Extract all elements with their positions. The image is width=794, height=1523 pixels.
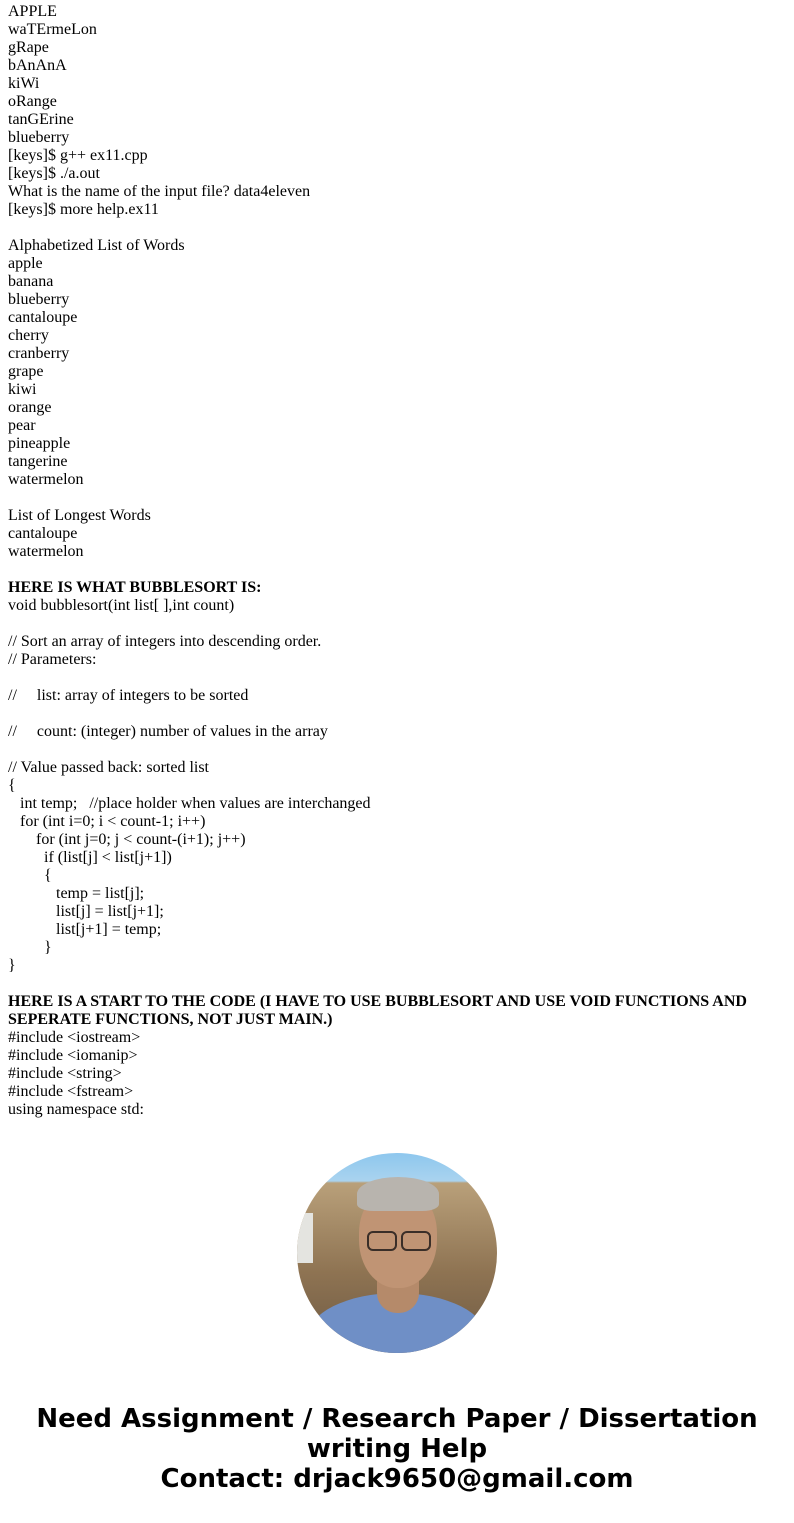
text-line: kiWi: [8, 75, 40, 92]
blank-line: [8, 615, 788, 633]
text-line: list[j+1] = temp;: [56, 921, 162, 938]
text-line: banana: [8, 273, 54, 290]
text-line: if (list[j] < list[j+1]): [44, 849, 172, 866]
text-line: blueberry: [8, 291, 70, 308]
blank-line: [8, 975, 788, 993]
text-line: #include <iomanip>: [8, 1047, 138, 1064]
section-heading: HERE IS WHAT BUBBLESORT IS:: [8, 579, 262, 596]
photo-hair: [357, 1177, 439, 1211]
text-line: List of Longest Words: [8, 507, 151, 524]
text-line: {: [44, 867, 52, 884]
text-line: watermelon: [8, 471, 84, 488]
blank-line: [8, 219, 788, 237]
text-line: cranberry: [8, 345, 70, 362]
text-line: Alphabetized List of Words: [8, 237, 185, 254]
text-line: blueberry: [8, 129, 70, 146]
text-line: }: [8, 957, 16, 974]
text-line: #include <fstream>: [8, 1083, 134, 1100]
text-line: [keys]$ more help.ex11: [8, 201, 159, 218]
text-line: int temp; //place holder when values are interchanged: [20, 795, 371, 812]
promo-headline: Need Assignment / Research Paper / Dissertation writing Help: [36, 1404, 758, 1464]
blank-line: [8, 741, 788, 759]
text-line: }: [44, 939, 52, 956]
text-line: #include <iostream>: [8, 1029, 141, 1046]
photo-glasses-left: [367, 1231, 397, 1251]
text-line: gRape: [8, 39, 49, 56]
section-heading: HERE IS A START TO THE CODE (I HAVE TO USE BUBBLESORT AND USE VOID FUNCTIONS AND SEPERATE FUNCTIONS, NOT JUST MAIN.): [8, 993, 751, 1028]
text-line: cherry: [8, 327, 49, 344]
text-line: waTErmeLon: [8, 21, 97, 38]
text-line: // Parameters:: [8, 651, 97, 668]
blank-line: [8, 669, 788, 687]
text-line: pear: [8, 417, 36, 434]
text-line: [keys]$ g++ ex11.cpp: [8, 147, 148, 164]
photo-wall: [297, 1213, 313, 1263]
text-line: oRange: [8, 93, 57, 110]
blank-line: [8, 705, 788, 723]
document-body: [8, 3, 788, 1119]
blank-line: [8, 489, 788, 507]
text-line: temp = list[j];: [56, 885, 145, 902]
text-line: #include <string>: [8, 1065, 122, 1082]
promo-contact: Contact: drjack9650@gmail.com: [160, 1464, 634, 1494]
text-line: {: [8, 777, 16, 794]
text-line: pineapple: [8, 435, 71, 452]
text-line: list[j] = list[j+1];: [56, 903, 164, 920]
text-line: cantaloupe: [8, 525, 78, 542]
text-line: // list: array of integers to be sorted: [8, 687, 249, 704]
text-line: kiwi: [8, 381, 37, 398]
text-line: for (int i=0; i < count-1; i++): [20, 813, 206, 830]
text-line: tanGErine: [8, 111, 74, 128]
text-line: // Sort an array of integers into descending order.: [8, 633, 322, 650]
promo-banner: [0, 1404, 794, 1494]
text-line: for (int j=0; j < count-(i+1); j++): [36, 831, 246, 848]
text-line: watermelon: [8, 543, 84, 560]
text-line: What is the name of the input file? data4eleven: [8, 183, 311, 200]
text-line: apple: [8, 255, 43, 272]
text-line: // Value passed back: sorted list: [8, 759, 209, 776]
text-line: APPLE: [8, 3, 57, 20]
text-line: cantaloupe: [8, 309, 78, 326]
text-line: bAnAnA: [8, 57, 67, 74]
text-line: tangerine: [8, 453, 68, 470]
author-photo: [297, 1153, 497, 1353]
text-line: using namespace std:: [8, 1101, 144, 1118]
text-line: void bubblesort(int list[ ],int count): [8, 597, 235, 614]
text-line: [keys]$ ./a.out: [8, 165, 100, 182]
photo-glasses-right: [401, 1231, 431, 1251]
blank-line: [8, 561, 788, 579]
text-line: grape: [8, 363, 44, 380]
text-line: // count: (integer) number of values in the array: [8, 723, 328, 740]
text-line: orange: [8, 399, 52, 416]
